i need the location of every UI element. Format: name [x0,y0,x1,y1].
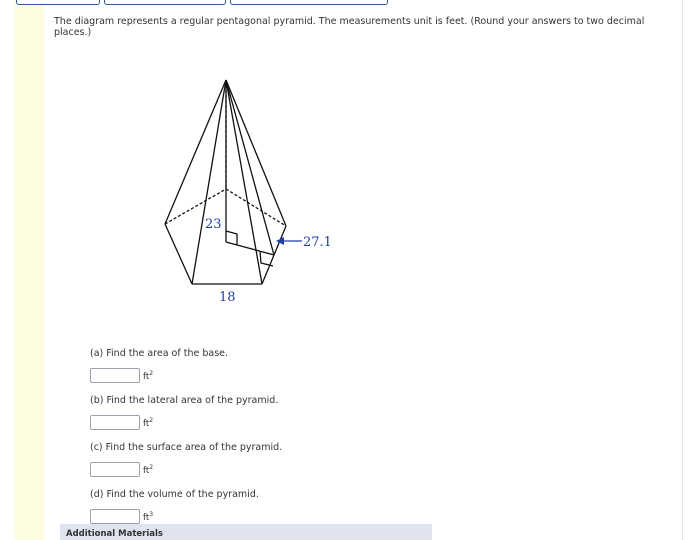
apothem-line [226,242,274,255]
question-a [90,348,228,383]
slant-height-label: 27.1 [303,235,332,250]
hidden-base-edge-right [226,189,286,226]
lateral-edge-3 [226,80,262,284]
base-edge-label: 18 [219,290,236,305]
answer-c-unit: $ft^2$ [143,464,154,476]
answer-a-unit: $ft^2$ [143,370,154,382]
answer-b-input[interactable] [90,415,140,430]
question-d-prompt: (d) Find the volume of the pyramid. [90,489,259,500]
question-b [90,395,278,430]
top-tab-2[interactable] [104,0,226,5]
slant-pointer-arrowhead [276,237,284,245]
left-margin-strip [14,0,45,540]
answer-a-input[interactable] [90,368,140,383]
slant-height-line [226,80,274,255]
lateral-edge-1 [165,80,226,224]
pentagonal-pyramid-diagram [150,70,350,310]
top-tab-1[interactable] [16,0,100,5]
base-edge-left [165,224,192,284]
question-c [90,442,282,477]
problem-intro: The diagram represents a regular pentagonal pyramid. The measurements unit is feet. (Round your answers to two decimal places.) [54,16,645,38]
height-label: 23 [205,217,222,232]
answer-b-unit: $ft^2$ [143,417,154,429]
top-tab-3[interactable] [230,0,388,5]
question-d [90,489,259,524]
answer-c-input[interactable] [90,462,140,477]
answer-d-input[interactable] [90,509,140,524]
question-a-prompt: (a) Find the area of the base. [90,348,229,359]
question-c-prompt: (c) Find the surface area of the pyramid. [90,442,283,453]
lateral-edge-4 [226,80,286,226]
question-b-prompt: (b) Find the lateral area of the pyramid. [90,395,279,406]
additional-materials-header[interactable]: Additional Materials [60,524,432,540]
answer-d-unit: $ft^3$ [143,511,154,523]
lateral-edge-2 [192,80,226,284]
